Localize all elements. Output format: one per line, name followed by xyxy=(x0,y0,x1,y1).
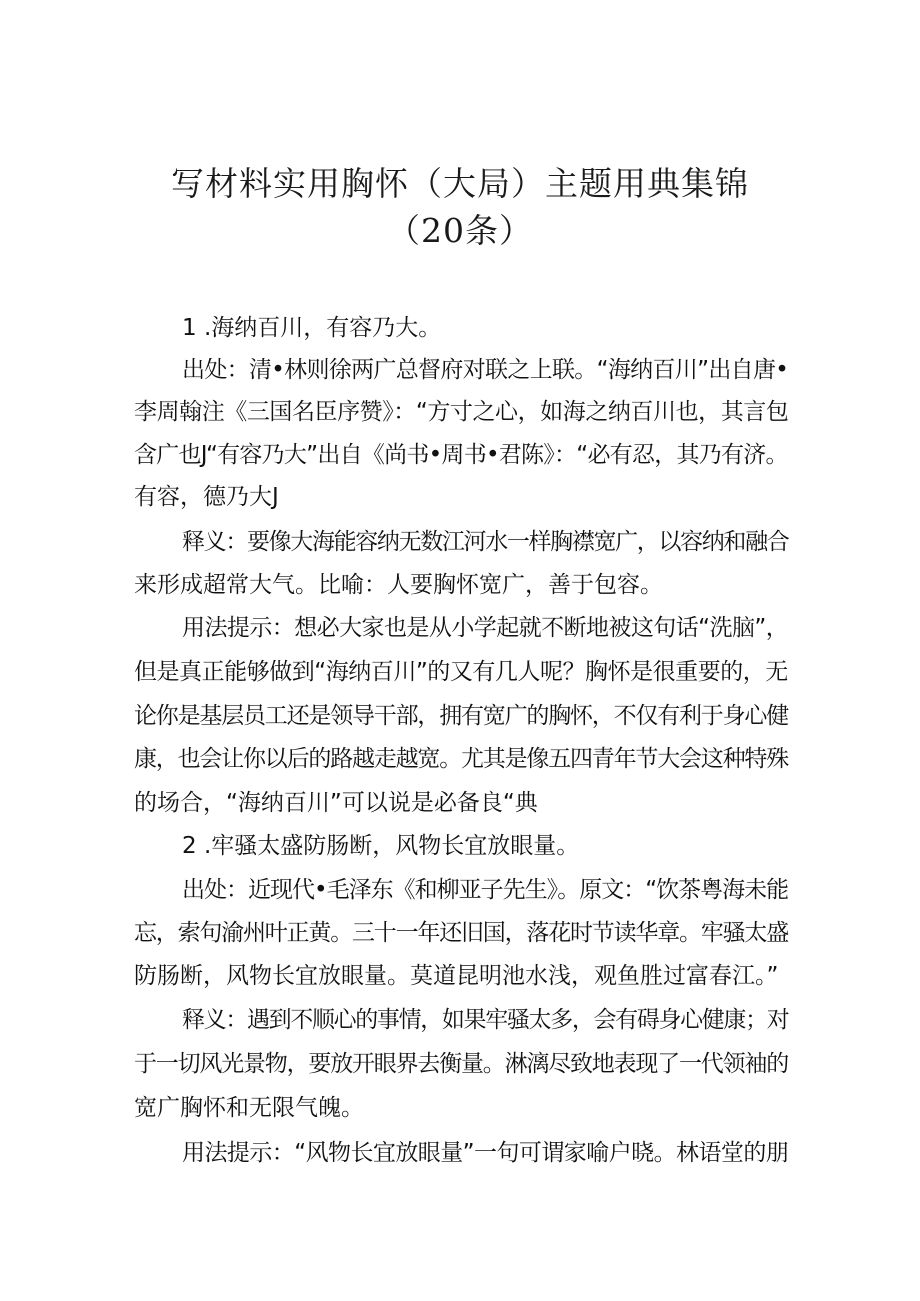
item-2-meaning-line: 释义：遇到不顺心的事情，如果牢骚太多，会有碍身心健康；对 xyxy=(182,1007,789,1033)
document-subtitle: （20条） xyxy=(387,211,533,250)
item-1-source-line: 有容，德乃大J xyxy=(134,484,279,510)
item-2-source-line: 出处：近现代•毛泽东《和柳亚子先生》。原文：“饮茶粤海未能 xyxy=(182,877,789,903)
item-1-usage-line: 但是真正能够做到“海纳百川”的又有几人呢？胸怀是很重要的，无 xyxy=(134,659,788,685)
item-2-source-line: 忘，索句渝州叶正黄。三十一年还旧国，落花时节读华章。牢骚太盛 xyxy=(134,920,789,946)
item-1-usage-line: 论你是基层员工还是领导干部，拥有宽广的胸怀，不仅有利于身心健 xyxy=(134,703,789,729)
item-1-source-line: 出处：清•林则徐两广总督府对联之上联。“海纳百川”出自唐• xyxy=(182,357,789,383)
item-1-source-line: 李周翰注《三国名臣序赞》：“方寸之心，如海之纳百川也，其言包 xyxy=(134,399,789,425)
item-2-meaning-line: 于一切风光景物，要放开眼界去衡量。淋漓尽致地表现了一代领袖的 xyxy=(134,1051,789,1077)
item-1-source-line: 含广也J“有容乃大”出自《尚书•周书•君陈》：“必有忍，其乃有济。 xyxy=(134,442,788,468)
item-2-usage-line: 用法提示：“风物长宜放眼量”一句可谓家喻户晓。林语堂的朋 xyxy=(182,1140,789,1166)
item-1-heading: 1 .海纳百川，有容乃大。 xyxy=(182,315,442,341)
item-2-meaning-line: 宽广胸怀和无限气魄。 xyxy=(134,1095,364,1121)
item-2-heading: 2 .牢骚太盛防肠断，风物长宜放眼量。 xyxy=(182,833,580,859)
item-1-meaning-line: 来形成超常大气。比喻：人要胸怀宽广，善于包容。 xyxy=(134,572,663,598)
item-1-usage-line: 用法提示：想必大家也是从小学起就不断地被这句话“洗脑”， xyxy=(182,615,789,641)
item-1-usage-line: 康，也会让你以后的路越走越宽。尤其是像五四青年节大会这种特殊 xyxy=(134,746,789,772)
item-1-meaning-line: 释义：要像大海能容纳无数江河水一样胸襟宽广，以容纳和融合 xyxy=(182,529,789,555)
document-title: 写材料实用胸怀（大局）主题用典集锦 xyxy=(171,164,749,203)
item-2-source-line: 防肠断，风物长宜放眼量。莫道昆明池水浅，观鱼胜过富春江。” xyxy=(134,963,779,989)
item-1-usage-line: 的场合，“海纳百川”可以说是必备良“典 xyxy=(134,790,538,816)
